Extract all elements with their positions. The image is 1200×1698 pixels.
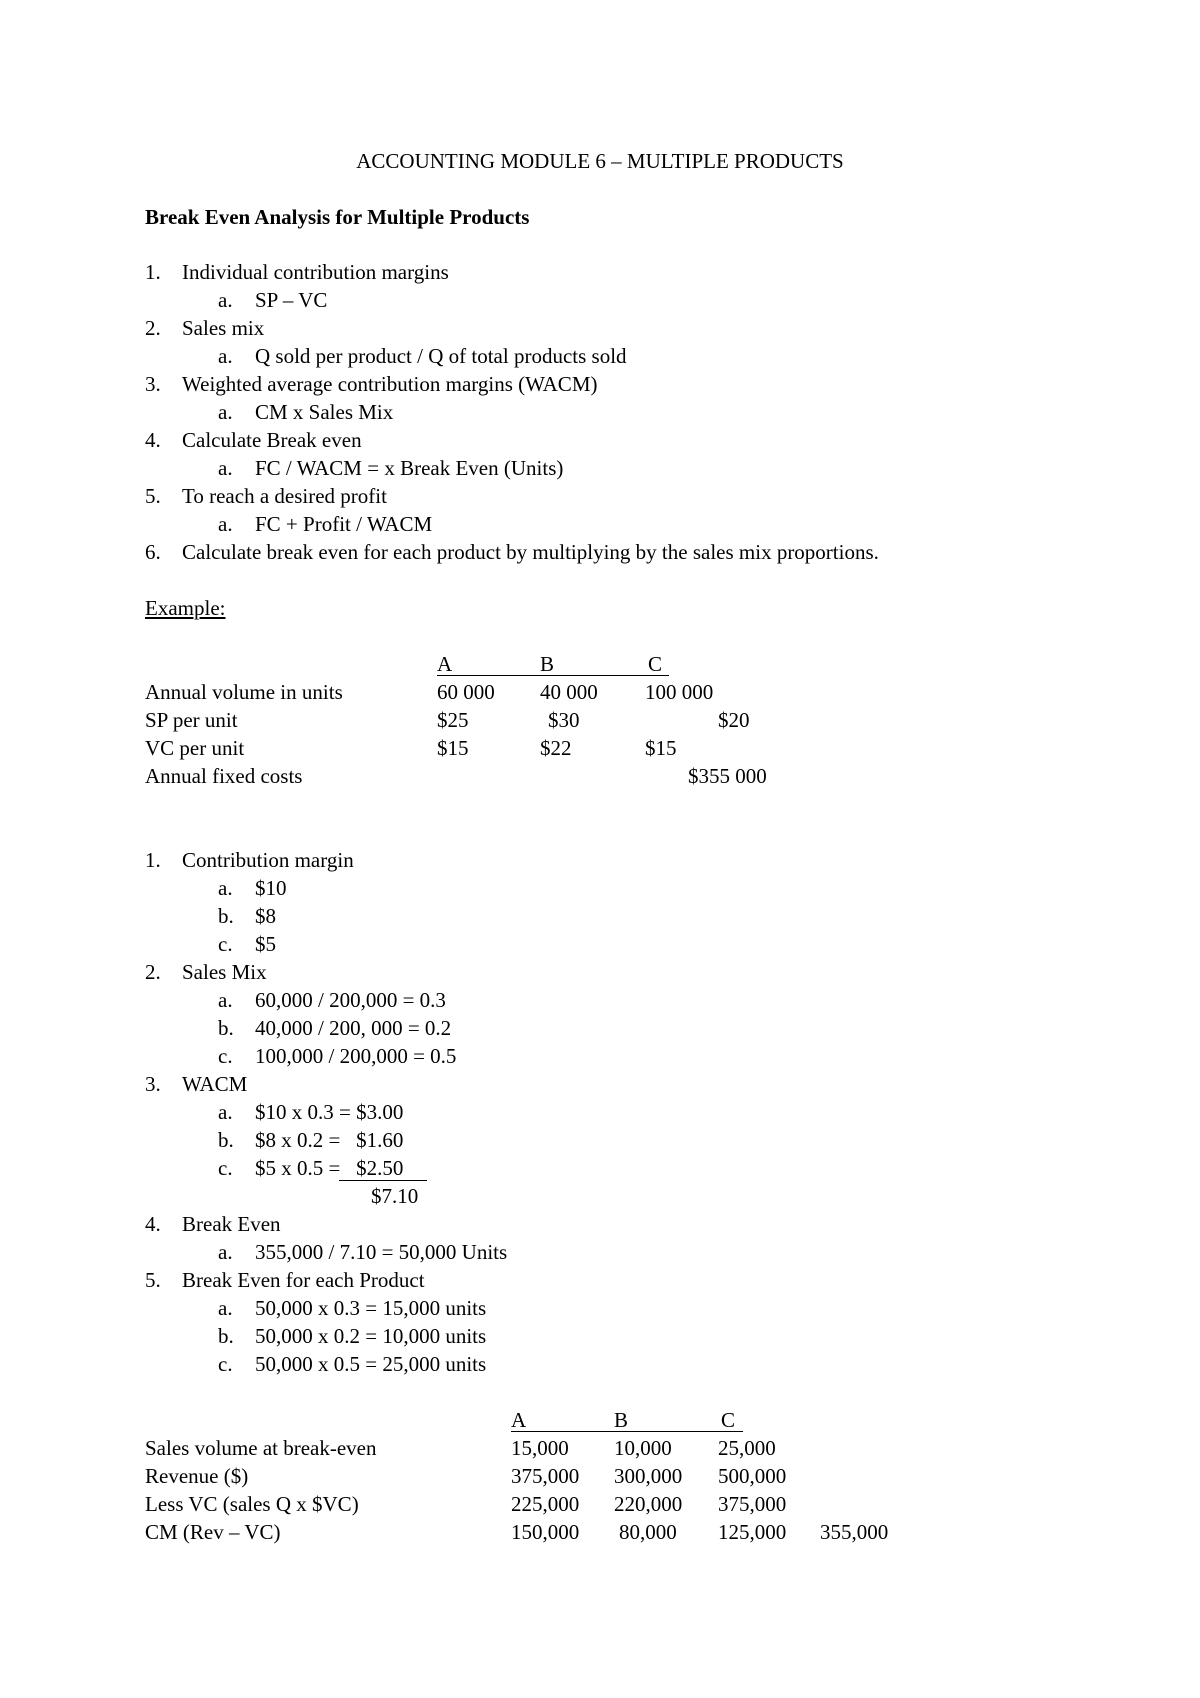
cell-b: 40 000	[540, 680, 598, 704]
step-number: 5.	[145, 1268, 161, 1292]
cell-a: $15	[437, 736, 469, 760]
sum-underline	[339, 1180, 427, 1181]
cell-b: 80,000	[619, 1520, 677, 1544]
step-sub-letter: b.	[218, 904, 234, 928]
step-sub-letter: b.	[218, 1324, 234, 1348]
page-title: ACCOUNTING MODULE 6 – MULTIPLE PRODUCTS	[356, 149, 844, 173]
row-label: Revenue ($)	[145, 1464, 249, 1488]
column-header-a: A	[437, 652, 453, 676]
step-text: Break Even for each Product	[182, 1268, 425, 1292]
step-sub-text: 50,000 x 0.2 = 10,000 units	[255, 1324, 487, 1348]
step-sub-letter: a.	[218, 1240, 233, 1264]
row-label: Annual fixed costs	[145, 764, 303, 788]
step-sub-text: 100,000 / 200,000 = 0.5	[255, 1044, 457, 1068]
step-text: Contribution margin	[182, 848, 354, 872]
wacm-total: $7.10	[371, 1184, 419, 1208]
row-label: Less VC (sales Q x $VC)	[145, 1492, 359, 1516]
step-number: 5.	[145, 484, 161, 508]
cell-a: 150,000	[511, 1520, 580, 1544]
row-label: SP per unit	[145, 708, 238, 732]
cell-a: 375,000	[511, 1464, 580, 1488]
cell-total: $355 000	[688, 764, 767, 788]
cell-a: 15,000	[511, 1436, 569, 1460]
step-sub-text: SP – VC	[255, 288, 328, 312]
step-number: 1.	[145, 260, 161, 284]
step-number: 3.	[145, 1072, 161, 1096]
step-text: Sales Mix	[182, 960, 267, 984]
step-sub-letter: a.	[218, 1296, 233, 1320]
step-sub-text: CM x Sales Mix	[255, 400, 394, 424]
cell-c: 125,000	[718, 1520, 787, 1544]
cell-c: 25,000	[718, 1436, 776, 1460]
row-label: Sales volume at break-even	[145, 1436, 377, 1460]
step-text: Calculate break even for each product by multiplying by the sales mix proportions.	[182, 540, 879, 564]
step-number: 1.	[145, 848, 161, 872]
row-label: VC per unit	[145, 736, 245, 760]
cell-c: $15	[645, 736, 677, 760]
step-sub-text: FC / WACM = x Break Even (Units)	[255, 456, 564, 480]
step-sub-letter: a.	[218, 456, 233, 480]
step-sub-text: 355,000 / 7.10 = 50,000 Units	[255, 1240, 508, 1264]
cell-a: $25	[437, 708, 469, 732]
step-sub-text: $10 x 0.3 = $3.00	[255, 1100, 404, 1124]
cell-b: $22	[540, 736, 572, 760]
cell-a: 60 000	[437, 680, 495, 704]
step-sub-letter: a.	[218, 400, 233, 424]
step-sub-letter: a.	[218, 988, 233, 1012]
cell-b: 220,000	[614, 1492, 683, 1516]
step-sub-letter: b.	[218, 1016, 234, 1040]
cell-b: 300,000	[614, 1464, 683, 1488]
cell-b: 10,000	[614, 1436, 672, 1460]
column-header-c: C	[648, 652, 663, 676]
step-sub-letter: a.	[218, 1100, 233, 1124]
step-number: 2.	[145, 316, 161, 340]
row-label: Annual volume in units	[145, 680, 343, 704]
cell-c: 100 000	[645, 680, 714, 704]
column-header-a: A	[511, 1408, 527, 1432]
step-sub-text: 50,000 x 0.5 = 25,000 units	[255, 1352, 487, 1376]
header-underline	[511, 1431, 743, 1432]
cell-c: $20	[718, 708, 750, 732]
step-sub-letter: c.	[218, 932, 233, 956]
step-sub-text: $5 x 0.5 = $2.50	[255, 1156, 404, 1180]
step-sub-letter: a.	[218, 512, 233, 536]
column-header-c: C	[721, 1408, 736, 1432]
header-underline	[437, 675, 669, 676]
step-sub-letter: a.	[218, 344, 233, 368]
column-header-b: B	[614, 1408, 629, 1432]
step-sub-text: FC + Profit / WACM	[255, 512, 433, 536]
step-sub-text: $5	[255, 932, 276, 956]
step-number: 6.	[145, 540, 161, 564]
example-label: Example:	[145, 596, 226, 620]
step-text: Break Even	[182, 1212, 281, 1236]
step-text: WACM	[182, 1072, 248, 1096]
cell-b: $30	[548, 708, 580, 732]
step-sub-letter: a.	[218, 288, 233, 312]
column-header-b: B	[540, 652, 555, 676]
step-sub-text: $10	[255, 876, 287, 900]
step-sub-letter: a.	[218, 876, 233, 900]
step-number: 3.	[145, 372, 161, 396]
step-text: Individual contribution margins	[182, 260, 449, 284]
step-sub-text: $8	[255, 904, 276, 928]
cell-a: 225,000	[511, 1492, 580, 1516]
step-sub-text: 60,000 / 200,000 = 0.3	[255, 988, 446, 1012]
step-text: To reach a desired profit	[182, 484, 387, 508]
cell-c: 375,000	[718, 1492, 787, 1516]
step-text: Calculate Break even	[182, 428, 362, 452]
section-heading: Break Even Analysis for Multiple Products	[145, 205, 530, 229]
step-sub-letter: b.	[218, 1128, 234, 1152]
step-sub-letter: c.	[218, 1156, 233, 1180]
step-sub-text: Q sold per product / Q of total products sold	[255, 344, 627, 368]
cell-c: 500,000	[718, 1464, 787, 1488]
step-sub-text: $8 x 0.2 = $1.60	[255, 1128, 404, 1152]
step-sub-text: 50,000 x 0.3 = 15,000 units	[255, 1296, 487, 1320]
cell-total: 355,000	[820, 1520, 889, 1544]
step-sub-text: 40,000 / 200, 000 = 0.2	[255, 1016, 452, 1040]
step-text: Weighted average contribution margins (WACM)	[182, 372, 598, 396]
step-number: 4.	[145, 1212, 161, 1236]
step-number: 4.	[145, 428, 161, 452]
step-number: 2.	[145, 960, 161, 984]
row-label: CM (Rev – VC)	[145, 1520, 281, 1544]
step-text: Sales mix	[182, 316, 265, 340]
step-sub-letter: c.	[218, 1044, 233, 1068]
step-sub-letter: c.	[218, 1352, 233, 1376]
